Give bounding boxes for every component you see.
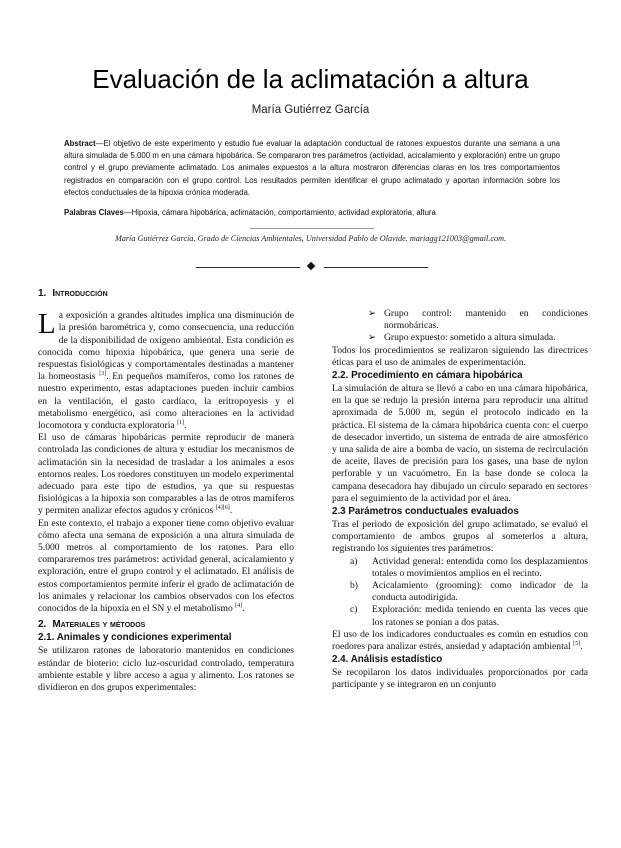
list-marker: c) [350,604,358,616]
abstract-label: Abstract [64,139,96,148]
methods-text-3: La simulación de altura se llevó a cabo en una cámara hipobárica, en la que se redujo la presión interna para reproducir una altitud aproximada de 5.000 m, según el protocolo indicado en la práctica. El sistema de la cámara hipobárica cuenta con: el cuerpo de desecador invertido, un sistema de entrada de aire atmosférico y una salida de aire a bomba de vacío, un sistema de recirculación de aceite, llaves de precisión para los gases, una base de nylon perforable y un vacuómetro. En la base donde se coloca la campana desecadora hay dibujado un círculo separado en sectores para el seguimiento de la actividad por el área. [332,383,588,504]
list-item [350,604,588,628]
keywords [64,207,560,219]
citation: [4] [235,602,243,609]
parameter-exploration: Exploración: medida teniendo en cuenta las veces que los ratones se ponían a dos patas. [372,604,588,628]
abstract [64,138,560,199]
list-item [368,308,588,332]
list-item [350,580,588,604]
methods-paragraph-5 [332,629,588,653]
subsection-heading-2-4: 2.4. Análisis estadístico [332,654,443,666]
group-list [332,308,588,345]
drop-cap: L [38,308,56,341]
methods-text-1: Se utilizaron ratones de laboratorio mantenidos en condiciones estándar de bioterio: ciclo luz-oscuridad controlado, temperatura ambiente estable y libre acceso a agua y alimento. Los ratones se dividieron en dos grupos experimentales: [38,645,294,694]
section-title: Materiales y métodos [52,619,146,631]
intro-paragraph-3 [38,518,294,616]
intro-text-3: En este contexto, el trabajo a exponer tiene como objetivo evaluar cómo afecta una semana de exposición a una altura simulada de 5.000 metros al comportamiento de los ratones. Para ello compararemos tres parámetros: actividad general, acicalamiento y exploración, entre el grupo control y el aclimatado. El análisis de estos comportamientos permite inferir el grado de aclimatación de los animales y relacionar los cambios observados con los efectos conocidos de la hipoxia en el SN y el metabolismo [38,517,294,615]
citation: [4][6] [215,505,230,512]
subsection-heading-2-1: 2.1. Animales y condiciones experimental [38,632,232,644]
author-name: María Gutiérrez García [251,104,370,116]
methods-paragraph-6 [332,667,588,691]
methods-paragraph-4 [332,519,588,556]
methods-text-5: El uso de los indicadores conductuales es común en estudios con roedores para analizar estrés, ansiedad y adaptación ambiental [332,628,588,653]
divider-line-left [196,267,300,268]
section-number: 1. [38,288,47,299]
methods-paragraph-2 [332,345,588,369]
list-item [350,556,588,580]
diamond-icon [307,262,315,270]
methods-text-2: Todos los procedimientos se realizaron siguiendo las directrices éticas para el uso de animales de experimentación. [332,344,588,368]
subsection-heading-2-2: 2.2. Procedimiento en cámara hipobárica [332,370,523,382]
list-marker: b) [350,580,358,592]
intro-paragraph-2 [38,432,294,517]
parameter-activity: Actividad general: entendida como los desplazamientos totales o movimientos amplios en el recinto. [372,555,588,579]
keywords-label: Palabras Claves [64,208,124,217]
intro-text-2-end: . [229,505,233,517]
intro-text-1a: a exposición a grandes altitudes implica una disminución de la presión barométrica y, como consecuencia, una reducción de la disponibilidad de oxígeno ambiental. Esta condición es conocida como hipoxia hipobárica, que genera una serie de respuestas fisiológicas y comportamentales destinadas a mantener la homeostasis [38,310,294,383]
subsection-heading-2-3: 2.3 Parámetros conductuales evaluados [332,506,519,518]
section-divider [196,262,428,272]
list-item [368,332,588,344]
intro-text-1c: . [184,420,187,432]
page-title: Evaluación de la aclimatación a altura [92,64,529,94]
citation: [3] [99,371,107,378]
divider-line-right [324,267,428,268]
list-marker: a) [350,555,358,567]
intro-text-2: El uso de cámaras hipobáricas permite reproducir de manera controlada las condiciones de altura y estudiar los mecanismos de aclimatación sin la necesidad de trasladar a los animales a esos entornos reales. Los roedores constituyen un modelo experimental adecuado para este tipo de estudios, ya que su respuestas fisiológicas a la hipoxia son comparables a las de otros mamíferos y permiten analizar efectos agudos y crónicos [38,432,294,517]
section-heading-intro [38,288,294,300]
section-title: Introducción [52,288,108,299]
methods-text-4: Tras el periodo de exposición del grupo aclimatado, se evaluó el comportamiento de ambos grupos al someterlos a altura, registrando los siguientes tres parámetros: [332,519,588,555]
methods-text-5-end: . [580,641,583,653]
parameter-list [332,556,588,629]
intro-text-1b: . En pequeños mamíferos, como los ratones de nuestro experimento, estas adaptaciones pueden incluir cambios en la ventilación, el gasto cardíaco, la eritropoyesis y el metabolismo energético, así como alteraciones en la actividad locomotora y conducta exploratoria [38,371,294,432]
intro-text-3-end: . [242,603,245,615]
right-column [332,308,588,692]
abstract-text: —El objetivo de este experimento y estudio fue evaluar la adaptación conductual de ratones expuestos durante una semana a una altura simulada de 5.000 m en una cámara hipobárica. Se compararon tres parámetros (actividad, acicalamiento y exploración) entre un grupo control y el grupo previamente aclimatado. Los animales expuestos a la altura mostraron diferencias claras en los tres comportamientos registrados en comparación con el grupo control. Los resultados permiten identificar el grupo aclimatado y aportan información sobre los efectos conductuales de la hipoxia crónica moderada. [64,139,560,197]
methods-paragraph-1 [38,645,294,694]
arrow-bullet-icon: ➢ [368,332,377,344]
methods-text-6: Se recopilaron los datos individuales proporcionados por cada participante y se integraron en un conjunto [332,667,588,691]
affiliation-rule [250,228,374,229]
left-column [38,288,294,694]
parameter-grooming: Acicalamiento (grooming): como indicador de la conducta autodirigida. [372,580,588,604]
group-exposed: Grupo expuesto: sometido a altura simulada. [384,332,556,344]
keywords-text: —Hipoxia, cámara hipobárica, aclimatación, comportamiento, actividad exploratoria, altura [123,208,436,217]
author-affiliation: María Gutiérrez García. Grado de Ciencias Ambientales, Universidad Pablo de Olavide. mariagg121003@gmail.com. [114,234,507,243]
section-heading-methods [38,619,294,631]
citation: [1] [177,419,185,426]
intro-paragraph-1 [38,310,294,432]
methods-paragraph-3 [332,383,588,505]
citation: [5] [573,640,581,647]
arrow-bullet-icon: ➢ [368,308,377,319]
group-control: Grupo control: mantenido en condiciones normobáricas. [384,308,588,332]
section-number: 2. [38,619,47,631]
